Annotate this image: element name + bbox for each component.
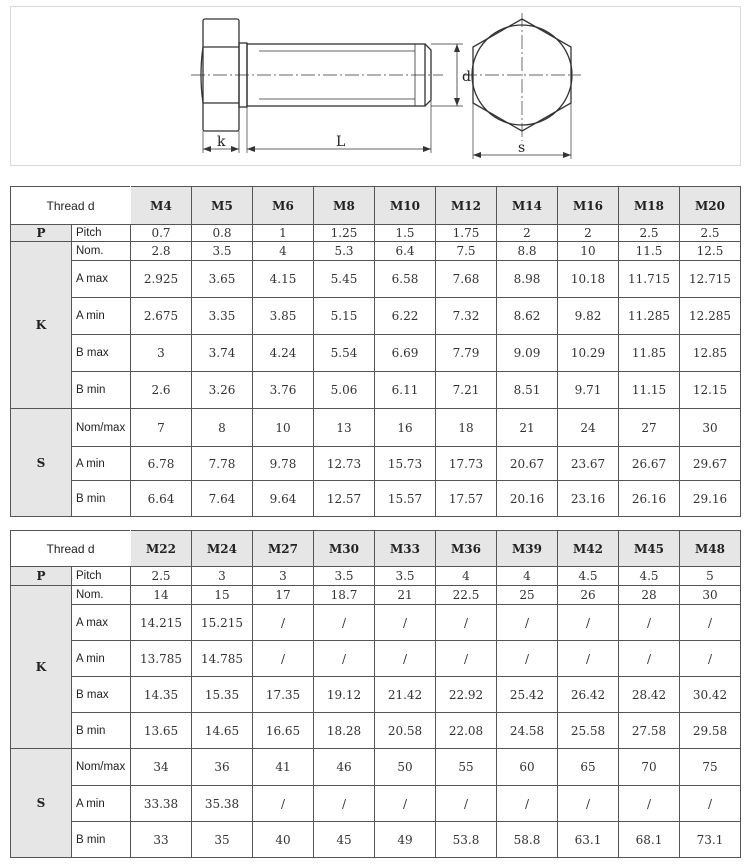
value-cell: 2.925 bbox=[131, 261, 192, 298]
value-cell: 5.45 bbox=[314, 261, 375, 298]
group-label-k: K bbox=[11, 586, 72, 749]
value-cell: 2 bbox=[497, 225, 558, 242]
value-cell: / bbox=[375, 786, 436, 822]
size-cell: M39 bbox=[497, 531, 558, 567]
group-label-s: S bbox=[11, 749, 72, 858]
size-cell: M27 bbox=[253, 531, 314, 567]
param-label: A min bbox=[72, 298, 131, 335]
k-row bbox=[11, 372, 741, 409]
group-label-k: K bbox=[11, 242, 72, 409]
k-row bbox=[11, 335, 741, 372]
value-cell: 2.8 bbox=[131, 242, 192, 261]
spec-table-m4-m20 bbox=[10, 186, 741, 517]
value-cell: 63.1 bbox=[558, 822, 619, 858]
value-cell: 21 bbox=[497, 409, 558, 447]
value-cell: 14.215 bbox=[131, 605, 192, 641]
value-cell: 8.62 bbox=[497, 298, 558, 335]
param-label: A max bbox=[72, 261, 131, 298]
value-cell: 3.65 bbox=[192, 261, 253, 298]
value-cell: / bbox=[619, 786, 680, 822]
value-cell: 1.5 bbox=[375, 225, 436, 242]
value-cell: 6.69 bbox=[375, 335, 436, 372]
value-cell: 6.11 bbox=[375, 372, 436, 409]
value-cell: 3.76 bbox=[253, 372, 314, 409]
value-cell: 75 bbox=[680, 749, 741, 786]
value-cell: 8.51 bbox=[497, 372, 558, 409]
group-label-p: P bbox=[11, 225, 72, 242]
value-cell: 15.35 bbox=[192, 677, 253, 713]
size-cell: M4 bbox=[131, 187, 192, 225]
value-cell: / bbox=[680, 786, 741, 822]
value-cell: 60 bbox=[497, 749, 558, 786]
k-row bbox=[11, 677, 741, 713]
size-cell: M20 bbox=[680, 187, 741, 225]
group-label-p: P bbox=[11, 567, 72, 586]
value-cell: 35.38 bbox=[192, 786, 253, 822]
value-cell: 3.5 bbox=[314, 567, 375, 586]
k-row bbox=[11, 713, 741, 749]
value-cell: 70 bbox=[619, 749, 680, 786]
value-cell: 13 bbox=[314, 409, 375, 447]
value-cell: 12.15 bbox=[680, 372, 741, 409]
value-cell: 24.58 bbox=[497, 713, 558, 749]
value-cell: 45 bbox=[314, 822, 375, 858]
value-cell: 20.67 bbox=[497, 447, 558, 481]
value-cell: 2 bbox=[558, 225, 619, 242]
param-label: B min bbox=[72, 822, 131, 858]
size-cell: M45 bbox=[619, 531, 680, 567]
value-cell: 14.65 bbox=[192, 713, 253, 749]
d-label: d bbox=[462, 69, 471, 85]
size-cell: M22 bbox=[131, 531, 192, 567]
value-cell: 22.92 bbox=[436, 677, 497, 713]
value-cell: 3.74 bbox=[192, 335, 253, 372]
value-cell: 12.715 bbox=[680, 261, 741, 298]
value-cell: 7 bbox=[131, 409, 192, 447]
size-cell: M48 bbox=[680, 531, 741, 567]
value-cell: 3 bbox=[253, 567, 314, 586]
value-cell: / bbox=[375, 641, 436, 677]
value-cell: 33 bbox=[131, 822, 192, 858]
value-cell: 40 bbox=[253, 822, 314, 858]
value-cell: / bbox=[619, 641, 680, 677]
size-cell: M8 bbox=[314, 187, 375, 225]
param-label: A min bbox=[72, 641, 131, 677]
value-cell: 53.8 bbox=[436, 822, 497, 858]
size-cell: M24 bbox=[192, 531, 253, 567]
value-cell: 9.64 bbox=[253, 481, 314, 517]
value-cell: / bbox=[619, 605, 680, 641]
value-cell: 7.68 bbox=[436, 261, 497, 298]
param-label: B min bbox=[72, 481, 131, 517]
value-cell: 5.15 bbox=[314, 298, 375, 335]
size-cell: M12 bbox=[436, 187, 497, 225]
value-cell: 30.42 bbox=[680, 677, 741, 713]
k-label: k bbox=[217, 134, 226, 150]
value-cell: 9.78 bbox=[253, 447, 314, 481]
value-cell: 23.67 bbox=[558, 447, 619, 481]
value-cell: 6.78 bbox=[131, 447, 192, 481]
value-cell: 9.09 bbox=[497, 335, 558, 372]
value-cell: 26 bbox=[558, 586, 619, 605]
value-cell: / bbox=[436, 641, 497, 677]
value-cell: 10.18 bbox=[558, 261, 619, 298]
value-cell: 3 bbox=[131, 335, 192, 372]
value-cell: 22.08 bbox=[436, 713, 497, 749]
value-cell: 6.4 bbox=[375, 242, 436, 261]
value-cell: 15.57 bbox=[375, 481, 436, 517]
value-cell: 7.78 bbox=[192, 447, 253, 481]
param-label: Pitch bbox=[72, 567, 131, 586]
value-cell: 26.42 bbox=[558, 677, 619, 713]
value-cell: 6.22 bbox=[375, 298, 436, 335]
value-cell: / bbox=[253, 641, 314, 677]
value-cell: / bbox=[558, 641, 619, 677]
size-header-row bbox=[11, 531, 741, 567]
size-cell: M10 bbox=[375, 187, 436, 225]
value-cell: 3 bbox=[192, 567, 253, 586]
value-cell: 17 bbox=[253, 586, 314, 605]
value-cell: 4.15 bbox=[253, 261, 314, 298]
value-cell: 3.85 bbox=[253, 298, 314, 335]
k-row bbox=[11, 261, 741, 298]
k-row bbox=[11, 586, 741, 605]
size-header-row bbox=[11, 187, 741, 225]
param-label: A min bbox=[72, 786, 131, 822]
value-cell: 5.06 bbox=[314, 372, 375, 409]
value-cell: 27.58 bbox=[619, 713, 680, 749]
s-row bbox=[11, 447, 741, 481]
param-label: Nom/max bbox=[72, 409, 131, 447]
value-cell: 4.24 bbox=[253, 335, 314, 372]
value-cell: 26.16 bbox=[619, 481, 680, 517]
value-cell: 20.16 bbox=[497, 481, 558, 517]
value-cell: 6.58 bbox=[375, 261, 436, 298]
value-cell: 35 bbox=[192, 822, 253, 858]
value-cell: 50 bbox=[375, 749, 436, 786]
value-cell: 25 bbox=[497, 586, 558, 605]
value-cell: 12.5 bbox=[680, 242, 741, 261]
value-cell: 5.54 bbox=[314, 335, 375, 372]
param-label: B min bbox=[72, 713, 131, 749]
value-cell: 23.16 bbox=[558, 481, 619, 517]
s-row bbox=[11, 481, 741, 517]
value-cell: 29.16 bbox=[680, 481, 741, 517]
value-cell: 18.28 bbox=[314, 713, 375, 749]
value-cell: 11.15 bbox=[619, 372, 680, 409]
value-cell: 46 bbox=[314, 749, 375, 786]
value-cell: 7.64 bbox=[192, 481, 253, 517]
spec-table-m22-m48 bbox=[10, 530, 741, 858]
value-cell: 5 bbox=[680, 567, 741, 586]
value-cell: 8.98 bbox=[497, 261, 558, 298]
value-cell: 8 bbox=[192, 409, 253, 447]
value-cell: 10.29 bbox=[558, 335, 619, 372]
value-cell: 17.35 bbox=[253, 677, 314, 713]
k-row bbox=[11, 242, 741, 261]
value-cell: 11.285 bbox=[619, 298, 680, 335]
value-cell: 30 bbox=[680, 586, 741, 605]
value-cell: 4 bbox=[497, 567, 558, 586]
value-cell: 27 bbox=[619, 409, 680, 447]
value-cell: / bbox=[253, 605, 314, 641]
value-cell: 55 bbox=[436, 749, 497, 786]
s-row bbox=[11, 749, 741, 786]
value-cell: / bbox=[680, 605, 741, 641]
value-cell: 9.71 bbox=[558, 372, 619, 409]
value-cell: 34 bbox=[131, 749, 192, 786]
size-cell: M5 bbox=[192, 187, 253, 225]
param-label: Pitch bbox=[72, 225, 131, 242]
value-cell: 10 bbox=[253, 409, 314, 447]
value-cell: 11.85 bbox=[619, 335, 680, 372]
value-cell: 3.5 bbox=[192, 242, 253, 261]
value-cell: 13.785 bbox=[131, 641, 192, 677]
value-cell: 13.65 bbox=[131, 713, 192, 749]
value-cell: / bbox=[558, 605, 619, 641]
s-row bbox=[11, 409, 741, 447]
value-cell: 17.57 bbox=[436, 481, 497, 517]
param-label: Nom. bbox=[72, 242, 131, 261]
value-cell: 4 bbox=[436, 567, 497, 586]
value-cell: / bbox=[558, 786, 619, 822]
value-cell: 7.5 bbox=[436, 242, 497, 261]
value-cell: 24 bbox=[558, 409, 619, 447]
size-cell: M30 bbox=[314, 531, 375, 567]
value-cell: 26.67 bbox=[619, 447, 680, 481]
value-cell: 15.73 bbox=[375, 447, 436, 481]
value-cell: / bbox=[314, 605, 375, 641]
value-cell: 2.5 bbox=[680, 225, 741, 242]
value-cell: 41 bbox=[253, 749, 314, 786]
bolt-diagram bbox=[11, 7, 740, 165]
value-cell: 58.8 bbox=[497, 822, 558, 858]
bolt-drawing bbox=[10, 6, 741, 166]
value-cell: 2.5 bbox=[619, 225, 680, 242]
value-cell: / bbox=[497, 605, 558, 641]
param-label: Nom/max bbox=[72, 749, 131, 786]
size-cell: M16 bbox=[558, 187, 619, 225]
value-cell: 1.25 bbox=[314, 225, 375, 242]
value-cell: 8.8 bbox=[497, 242, 558, 261]
value-cell: 65 bbox=[558, 749, 619, 786]
value-cell: 5.3 bbox=[314, 242, 375, 261]
pitch-row bbox=[11, 567, 741, 586]
value-cell: 3.35 bbox=[192, 298, 253, 335]
size-cell: M6 bbox=[253, 187, 314, 225]
value-cell: 4.5 bbox=[619, 567, 680, 586]
value-cell: 11.5 bbox=[619, 242, 680, 261]
value-cell: 7.21 bbox=[436, 372, 497, 409]
k-row bbox=[11, 298, 741, 335]
thread-d-header: Thread d bbox=[11, 531, 131, 567]
size-cell: M42 bbox=[558, 531, 619, 567]
value-cell: 25.42 bbox=[497, 677, 558, 713]
value-cell: 17.73 bbox=[436, 447, 497, 481]
value-cell: 15 bbox=[192, 586, 253, 605]
param-label: B max bbox=[72, 677, 131, 713]
pitch-row bbox=[11, 225, 741, 242]
value-cell: / bbox=[314, 641, 375, 677]
value-cell: 12.57 bbox=[314, 481, 375, 517]
value-cell: 9.82 bbox=[558, 298, 619, 335]
value-cell: 14.785 bbox=[192, 641, 253, 677]
value-cell: / bbox=[253, 786, 314, 822]
value-cell: 7.32 bbox=[436, 298, 497, 335]
value-cell: 49 bbox=[375, 822, 436, 858]
param-label: A max bbox=[72, 605, 131, 641]
value-cell: / bbox=[497, 786, 558, 822]
value-cell: 18.7 bbox=[314, 586, 375, 605]
value-cell: 22.5 bbox=[436, 586, 497, 605]
value-cell: 29.58 bbox=[680, 713, 741, 749]
value-cell: 10 bbox=[558, 242, 619, 261]
value-cell: 73.1 bbox=[680, 822, 741, 858]
value-cell: 14.35 bbox=[131, 677, 192, 713]
value-cell: 16.65 bbox=[253, 713, 314, 749]
value-cell: 68.1 bbox=[619, 822, 680, 858]
value-cell: 2.675 bbox=[131, 298, 192, 335]
value-cell: 0.7 bbox=[131, 225, 192, 242]
k-row bbox=[11, 641, 741, 677]
value-cell: 2.6 bbox=[131, 372, 192, 409]
s-row bbox=[11, 822, 741, 858]
value-cell: 1 bbox=[253, 225, 314, 242]
L-label: L bbox=[336, 134, 346, 150]
value-cell: / bbox=[436, 605, 497, 641]
value-cell: 1.75 bbox=[436, 225, 497, 242]
value-cell: 36 bbox=[192, 749, 253, 786]
param-label: A min bbox=[72, 447, 131, 481]
value-cell: 20.58 bbox=[375, 713, 436, 749]
size-cell: M33 bbox=[375, 531, 436, 567]
value-cell: 21.42 bbox=[375, 677, 436, 713]
value-cell: 6.64 bbox=[131, 481, 192, 517]
size-cell: M14 bbox=[497, 187, 558, 225]
value-cell: 12.285 bbox=[680, 298, 741, 335]
value-cell: 21 bbox=[375, 586, 436, 605]
value-cell: / bbox=[375, 605, 436, 641]
value-cell: 30 bbox=[680, 409, 741, 447]
value-cell: 16 bbox=[375, 409, 436, 447]
value-cell: 28 bbox=[619, 586, 680, 605]
value-cell: 3.26 bbox=[192, 372, 253, 409]
value-cell: 14 bbox=[131, 586, 192, 605]
value-cell: 18 bbox=[436, 409, 497, 447]
value-cell: 12.73 bbox=[314, 447, 375, 481]
group-label-s: S bbox=[11, 409, 72, 517]
value-cell: 12.85 bbox=[680, 335, 741, 372]
value-cell: 0.8 bbox=[192, 225, 253, 242]
value-cell: / bbox=[436, 786, 497, 822]
param-label: Nom. bbox=[72, 586, 131, 605]
value-cell: 4.5 bbox=[558, 567, 619, 586]
value-cell: / bbox=[314, 786, 375, 822]
size-cell: M18 bbox=[619, 187, 680, 225]
value-cell: / bbox=[497, 641, 558, 677]
size-cell: M36 bbox=[436, 531, 497, 567]
value-cell: 33.38 bbox=[131, 786, 192, 822]
param-label: B min bbox=[72, 372, 131, 409]
value-cell: / bbox=[680, 641, 741, 677]
value-cell: 15.215 bbox=[192, 605, 253, 641]
param-label: B max bbox=[72, 335, 131, 372]
value-cell: 29.67 bbox=[680, 447, 741, 481]
value-cell: 25.58 bbox=[558, 713, 619, 749]
value-cell: 28.42 bbox=[619, 677, 680, 713]
value-cell: 7.79 bbox=[436, 335, 497, 372]
value-cell: 19.12 bbox=[314, 677, 375, 713]
k-row bbox=[11, 605, 741, 641]
s-row bbox=[11, 786, 741, 822]
thread-d-header: Thread d bbox=[11, 187, 131, 225]
value-cell: 2.5 bbox=[131, 567, 192, 586]
s-label: s bbox=[518, 140, 526, 156]
value-cell: 3.5 bbox=[375, 567, 436, 586]
value-cell: 4 bbox=[253, 242, 314, 261]
value-cell: 11.715 bbox=[619, 261, 680, 298]
